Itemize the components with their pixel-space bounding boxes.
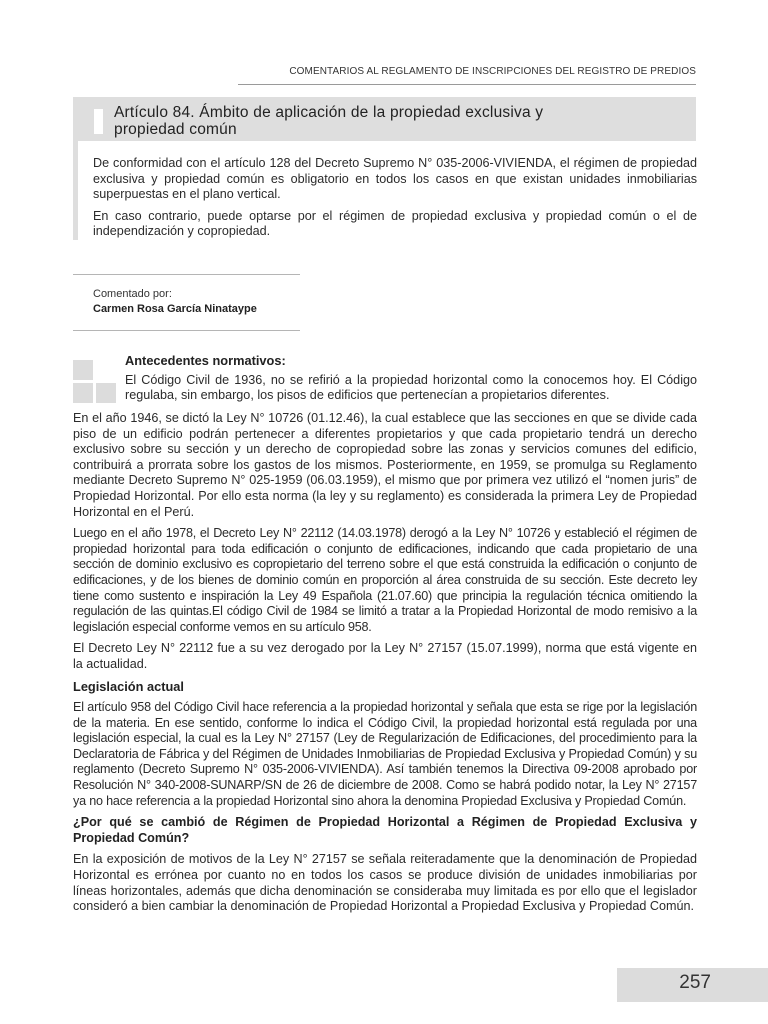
article-title-line-1: Artículo 84. Ámbito de aplicación de la propiedad exclusiva y [114,104,544,121]
paragraph-ley-10726: En el año 1946, se dictó la Ley N° 10726 (01.12.46), la cual establece que las secciones en que se divide cada piso de un edificio podrán pertenecer a diferentes propietarios y que cada propietario tendrá un derecho exclusivo sobre su sección y un derecho de copropiedad sobre las zonas y servicios comunes del edificio, contribuirá a prorrata sobre los gastos de los mismos. Posteriormente, en 1959, se promulga su Reglamento mediante Decreto Supremo N° 025-1959 (06.03.1959), el mismo que por primera vez utilizó el “nomen juris” de Propiedad Horizontal. Por ello esta norma (la ley y su reglamento) es considerada la primera Ley de Propiedad Horizontal en el Perú. [73,411,697,519]
commented-bottom-rule [73,330,300,331]
decor-square-2 [73,383,93,403]
decor-square-3 [96,383,116,403]
paragraph-legislacion: El artículo 958 del Código Civil hace referencia a la propiedad horizontal y señala que esta se rige por la legislación de la materia. En ese sentido, conforme lo indica el Código Civil, la propiedad horizontal está regulada por una legislación especial, la cual es la Ley N° 27157 (Ley de Regularización de Edificaciones, del procedimiento para la Declaratoria de Fábrica y del Régimen de Unidades Inmobiliarias de Propiedad Exclusiva y Propiedad Común) y su reglamento (Decreto Supremo N° 035-2006-VIVIENDA). Así también tenemos la Directiva 09-2008 aprobado por Resolución N° 340-2008-SUNARP/SN de 26 de diciembre de 2008. Como se habrá podido notar, la Ley N° 27157 ya no hace referencia a la propiedad Horizontal sino ahora la denomina Propiedad Exclusiva y Propiedad Común. [73,700,697,808]
article-paragraph-2: En caso contrario, puede optarse por el régimen de propiedad exclusiva y propiedad común o el de independización y copropiedad. [93,208,697,238]
paragraph-ley-27157: El Decreto Ley N° 22112 fue a su vez derogado por la Ley N° 27157 (15.07.1999), norma que está vigente en la actualidad. [73,641,697,671]
commented-label: Comentado por: [93,288,172,300]
article-text [93,156,697,246]
page-number: 257 [679,972,711,993]
legislacion-heading: Legislación actual [73,678,184,694]
article-paragraph-1: De conformidad con el artículo 128 del Decreto Supremo N° 035-2006-VIVIENDA, el régimen de propiedad exclusiva y propiedad común es obligatorio en todos los casos en que existan unidades inmobiliarias superpuestas en el plano vertical. [93,156,697,201]
article-side-bar [73,141,78,240]
header-rule [238,84,696,85]
pregunta-heading: ¿Por qué se cambió de Régimen de Propiedad Horizontal a Régimen de Propiedad Exclusiva y Propiedad Común? [73,815,697,845]
antecedentes-heading: Antecedentes normativos: [125,353,286,368]
commented-top-rule [73,274,300,275]
commented-author: Carmen Rosa García Ninataype [93,303,257,315]
antecedentes-block [125,353,697,404]
paragraph-exposicion: En la exposición de motivos de la Ley N° 27157 se señala reiteradamente que la denominación de Propiedad Horizontal es errónea por cuanto no en todos los casos se produce división de unidades inmobiliarias por líneas horizontales, además que dicha denominación se consideraba muy limitada es por ello que el legislador consideró a bien cambiar la denominación de Propiedad Horizontal a Propiedad Exclusiva y Propiedad Común. [73,852,697,914]
article-title-marker [94,109,103,134]
paragraph-decreto-22112: Luego en el año 1978, el Decreto Ley N° 22112 (14.03.1978) derogó a la Ley N° 10726 y estableció el régimen de propiedad horizontal para toda edificación o conjunto de edificaciones, indicando que cada propietario de una sección de dominio exclusivo es copropietario del terreno sobre el que está construida la edificación o conjunto de edificaciones, y de los bienes de dominio común en proporción al área construida de su sección. Este decreto ley tiene como sustento e inspiración la Ley 49 Española (21.07.60) que principia la regulación técnica omitiendo la regulación de las quintas.El código Civil de 1984 se limitó a tratar a la Propiedad Horizontal de modo remisivo a la legislación especial conforme vemos en su artículo 958. [73,526,697,634]
main-body [73,411,697,915]
decor-square-1 [73,360,93,380]
article-title [114,104,674,138]
antecedentes-paragraph-1: El Código Civil de 1936, no se refirió a la propiedad horizontal como la conocemos hoy. El Código regulaba, sin embargo, los pisos de edificios que pertenecían a propietarios diferentes. [125,372,697,403]
running-header: COMENTARIOS AL REGLAMENTO DE INSCRIPCIONES DEL REGISTRO DE PREDIOS [289,66,696,77]
article-title-line-2: propiedad común [114,121,237,138]
